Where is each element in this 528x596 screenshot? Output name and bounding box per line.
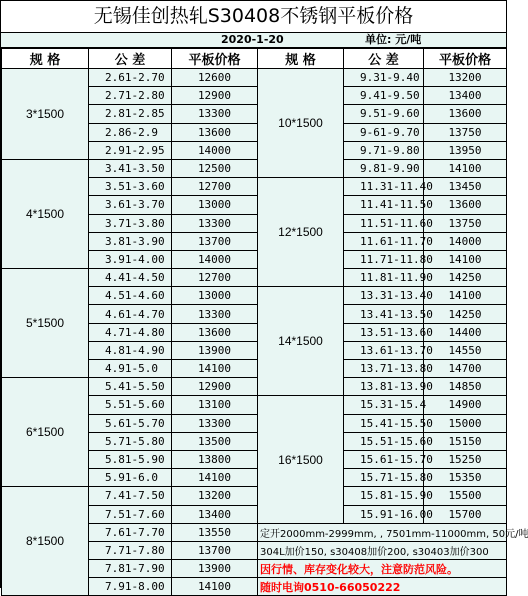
- price-cell: 14850: [424, 378, 507, 396]
- price-cell: 14000: [424, 232, 507, 250]
- tolerance-cell: 2.91-2.95: [89, 141, 172, 159]
- date-unit-row: [1, 33, 506, 48]
- header-tolerance-right: 公 差: [344, 49, 424, 69]
- tolerance-cell: 11.81-11.90: [344, 269, 424, 287]
- tolerance-cell: 13.31-13.40: [344, 287, 424, 305]
- tolerance-cell: 7.91-8.00: [89, 578, 172, 596]
- price-cell: 13600: [172, 123, 258, 141]
- tolerance-cell: 2.86-2.9: [89, 123, 172, 141]
- header-price-right: 平板价格: [424, 49, 507, 69]
- header-tolerance-left: 公 差: [89, 49, 172, 69]
- warning-cell: 因行情、库存变化较大，注意防范风险。: [258, 560, 507, 578]
- tolerance-cell: 3.61-3.70: [89, 196, 172, 214]
- price-cell: 14100: [424, 159, 507, 177]
- tolerance-cell: 3.51-3.60: [89, 178, 172, 196]
- price-cell: 13950: [424, 141, 507, 159]
- tolerance-cell: 5.91-6.0: [89, 469, 172, 487]
- tolerance-cell: 11.61-11.70: [344, 232, 424, 250]
- tolerance-cell: 15.61-15.70: [344, 450, 424, 468]
- tolerance-cell: 15.71-15.80: [344, 469, 424, 487]
- tolerance-cell: 9.31-9.40: [344, 69, 424, 87]
- tolerance-cell: 13.41-13.50: [344, 305, 424, 323]
- tolerance-cell: 5.81-5.90: [89, 450, 172, 468]
- price-cell: 14000: [172, 141, 258, 159]
- tolerance-cell: 9.71-9.80: [344, 141, 424, 159]
- unit-label: 单位: 元/吨: [365, 33, 422, 46]
- tolerance-cell: 13.81-13.90: [344, 378, 424, 396]
- tolerance-cell: 7.71-7.80: [89, 541, 172, 559]
- price-cell: 13750: [424, 214, 507, 232]
- price-cell: 13900: [172, 560, 258, 578]
- price-cell: 12900: [172, 87, 258, 105]
- price-cell: 14100: [424, 287, 507, 305]
- price-cell: 14400: [424, 323, 507, 341]
- price-cell: 14900: [424, 396, 507, 414]
- note-cell: 定开2000mm-2999mm, , 7501mm-11000mm, 50元/吨: [258, 523, 507, 541]
- column-header-row: [2, 49, 507, 69]
- table-row: [2, 487, 507, 505]
- header-spec-left: 规 格: [2, 49, 89, 69]
- price-table: [1, 48, 528, 596]
- price-cell: 13750: [424, 123, 507, 141]
- table-row: [2, 378, 507, 396]
- tolerance-cell: 4.41-4.50: [89, 269, 172, 287]
- tolerance-cell: 9.41-9.50: [344, 87, 424, 105]
- price-cell: 13000: [172, 196, 258, 214]
- spec-cell: 3*1500: [2, 69, 89, 160]
- tolerance-cell: 3.71-3.80: [89, 214, 172, 232]
- tolerance-cell: 5.61-5.70: [89, 414, 172, 432]
- price-cell: 13000: [172, 287, 258, 305]
- price-cell: 13400: [172, 505, 258, 523]
- price-cell: 13450: [424, 178, 507, 196]
- tolerance-cell: 15.51-15.60: [344, 432, 424, 450]
- price-cell: 15700: [424, 505, 507, 523]
- price-cell: 14100: [172, 578, 258, 596]
- price-cell: 14550: [424, 341, 507, 359]
- tolerance-cell: 7.41-7.50: [89, 487, 172, 505]
- price-cell: 13700: [172, 541, 258, 559]
- tolerance-cell: 5.71-5.80: [89, 432, 172, 450]
- price-cell: 13300: [172, 214, 258, 232]
- tolerance-cell: 2.71-2.80: [89, 87, 172, 105]
- price-cell: 13600: [424, 105, 507, 123]
- tolerance-cell: 2.81-2.85: [89, 105, 172, 123]
- tolerance-cell: 4.81-4.90: [89, 341, 172, 359]
- tolerance-cell: 15.91-16.00: [344, 505, 424, 523]
- tolerance-cell: 7.61-7.70: [89, 523, 172, 541]
- table-row: [2, 159, 507, 177]
- price-cell: 13100: [172, 396, 258, 414]
- spec-cell: 16*1500: [258, 396, 344, 523]
- tolerance-cell: 2.61-2.70: [89, 69, 172, 87]
- tolerance-cell: 4.91-5.0: [89, 360, 172, 378]
- sheet-title: 无锡佳创热轧S30408不锈钢平板价格: [1, 1, 506, 33]
- price-cell: 13600: [172, 323, 258, 341]
- price-cell: 14100: [172, 360, 258, 378]
- spec-cell: 6*1500: [2, 378, 89, 487]
- tolerance-cell: 3.91-4.00: [89, 250, 172, 268]
- price-cell: 15250: [424, 450, 507, 468]
- price-cell: 13900: [172, 341, 258, 359]
- price-cell: 14700: [424, 360, 507, 378]
- tolerance-cell: 13.71-13.80: [344, 360, 424, 378]
- tolerance-cell: 5.51-5.60: [89, 396, 172, 414]
- price-cell: 15000: [424, 414, 507, 432]
- spec-cell: 5*1500: [2, 269, 89, 378]
- price-cell: 13400: [424, 87, 507, 105]
- price-cell: 13800: [172, 450, 258, 468]
- price-cell: 13200: [424, 69, 507, 87]
- price-cell: 15500: [424, 487, 507, 505]
- tolerance-cell: 7.81-7.90: [89, 560, 172, 578]
- tolerance-cell: 13.51-13.60: [344, 323, 424, 341]
- header-price-left: 平板价格: [172, 49, 258, 69]
- note-cell: 304L加价150, s30408加价200, s30403加价300: [258, 541, 507, 559]
- tolerance-cell: 11.51-11.60: [344, 214, 424, 232]
- spec-cell: 4*1500: [2, 159, 89, 268]
- price-cell: 13300: [172, 105, 258, 123]
- price-cell: 14250: [424, 305, 507, 323]
- price-cell: 13200: [172, 487, 258, 505]
- tolerance-cell: 13.61-13.70: [344, 341, 424, 359]
- table-row: [2, 269, 507, 287]
- tolerance-cell: 11.71-11.80: [344, 250, 424, 268]
- tolerance-cell: 3.81-3.90: [89, 232, 172, 250]
- tolerance-cell: 3.41-3.50: [89, 159, 172, 177]
- tolerance-cell: 9-61-9.70: [344, 123, 424, 141]
- table-row: [2, 69, 507, 87]
- price-cell: 15150: [424, 432, 507, 450]
- spec-cell: 14*1500: [258, 287, 344, 396]
- price-cell: 13600: [424, 196, 507, 214]
- price-cell: 15350: [424, 469, 507, 487]
- tolerance-cell: 4.51-4.60: [89, 287, 172, 305]
- tolerance-cell: 4.71-4.80: [89, 323, 172, 341]
- header-spec-right: 规 格: [258, 49, 344, 69]
- tolerance-cell: 4.61-4.70: [89, 305, 172, 323]
- spec-cell: 10*1500: [258, 69, 344, 178]
- tolerance-cell: 7.51-7.60: [89, 505, 172, 523]
- tolerance-cell: 5.41-5.50: [89, 378, 172, 396]
- price-cell: 14250: [424, 269, 507, 287]
- tolerance-cell: 11.41-11.50: [344, 196, 424, 214]
- price-cell: 14000: [172, 250, 258, 268]
- tolerance-cell: 9.81-9.90: [344, 159, 424, 177]
- price-cell: 13550: [172, 523, 258, 541]
- price-cell: 12700: [172, 178, 258, 196]
- price-cell: 13300: [172, 414, 258, 432]
- price-cell: 12500: [172, 159, 258, 177]
- date-label: 2020-1-20: [221, 33, 284, 46]
- tolerance-cell: 15.41-15.50: [344, 414, 424, 432]
- tolerance-cell: 15.81-15.90: [344, 487, 424, 505]
- spec-cell: 8*1500: [2, 487, 89, 596]
- price-cell: 12600: [172, 69, 258, 87]
- price-cell: 12900: [172, 378, 258, 396]
- warning-cell: 随时电询0510-66050222: [258, 578, 507, 596]
- tolerance-cell: 9.51-9.60: [344, 105, 424, 123]
- spec-cell: 12*1500: [258, 178, 344, 287]
- tolerance-cell: 11.31-11.40: [344, 178, 424, 196]
- price-cell: 13300: [172, 305, 258, 323]
- tolerance-cell: 15.31-15.4: [344, 396, 424, 414]
- price-cell: 14100: [172, 469, 258, 487]
- price-cell: 12700: [172, 269, 258, 287]
- price-cell: 13500: [172, 432, 258, 450]
- price-cell: 13700: [172, 232, 258, 250]
- price-cell: 14100: [424, 250, 507, 268]
